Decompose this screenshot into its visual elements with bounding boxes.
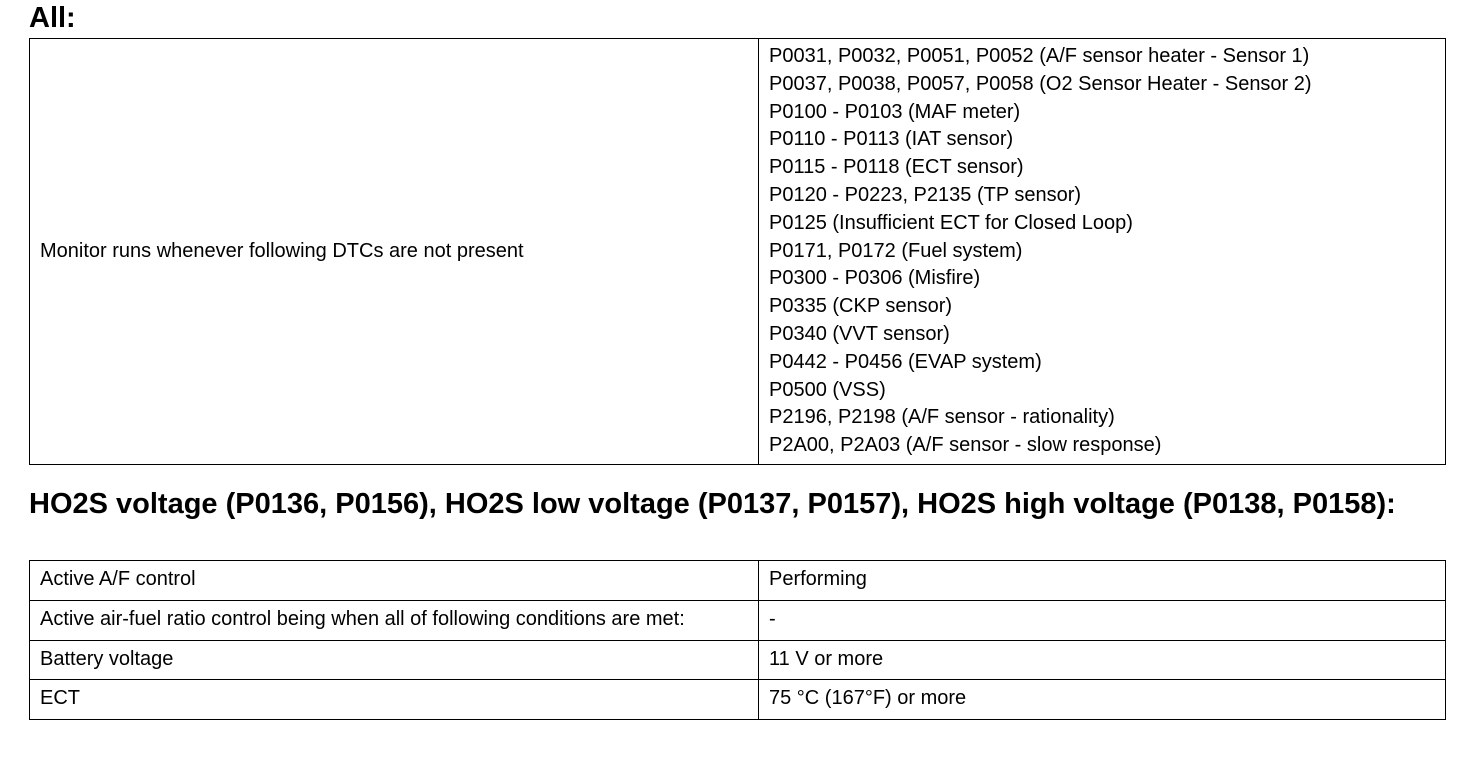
condition-cell: Battery voltage: [30, 640, 759, 680]
ho2s-conditions-table: [29, 560, 1446, 720]
dtc-list-item: P0031, P0032, P0051, P0052 (A/F sensor heater - Sensor 1): [769, 45, 1310, 67]
value-cell: -: [759, 600, 1446, 640]
value-cell: 75 °C (167°F) or more: [759, 680, 1446, 720]
dtc-list-item: P0340 (VVT sensor): [769, 322, 950, 345]
table-row: [30, 561, 1446, 601]
section-title-ho2s: HO2S voltage (P0136, P0156), HO2S low voltage (P0137, P0157), HO2S high voltage (P0138, P0158):: [29, 488, 1396, 520]
value-cell: 11 V or more: [759, 640, 1446, 680]
value-cell: Performing: [759, 561, 1446, 601]
dtc-list-item: P0037, P0038, P0057, P0058 (O2 Sensor Heater - Sensor 2): [769, 72, 1312, 95]
dtc-list-item: P0442 - P0456 (EVAP system): [769, 350, 1042, 373]
condition-cell: ECT: [30, 680, 759, 720]
table-row: [30, 640, 1446, 680]
condition-cell: Monitor runs whenever following DTCs are not present: [30, 39, 759, 465]
dtc-list-item: P0110 - P0113 (IAT sensor): [769, 128, 1014, 151]
dtc-list-item: P2A00, P2A03 (A/F sensor - slow response): [769, 434, 1162, 457]
dtc-list-cell: [759, 39, 1446, 465]
dtc-list-item: P0115 - P0118 (ECT sensor): [769, 156, 1024, 179]
table-row: [30, 680, 1446, 720]
dtc-list-item: P0120 - P0223, P2135 (TP sensor): [769, 183, 1082, 206]
section-title-all: All:: [29, 2, 76, 34]
dtc-list-item: P0300 - P0306 (Misfire): [769, 267, 981, 290]
dtc-conditions-table: [29, 38, 1446, 465]
dtc-list-item: P0171, P0172 (Fuel system): [769, 239, 1023, 262]
table-row: [30, 39, 1446, 465]
dtc-list-item: P0335 (CKP sensor): [769, 295, 953, 318]
dtc-list-item: P0500 (VSS): [769, 378, 886, 401]
condition-cell: Active air-fuel ratio control being when all of following conditions are met:: [30, 600, 759, 640]
dtc-list-item: P0100 - P0103 (MAF meter): [769, 100, 1021, 123]
table-row: [30, 600, 1446, 640]
dtc-list-item: P2196, P2198 (A/F sensor - rationality): [769, 406, 1115, 429]
dtc-list-item: P0125 (Insufficient ECT for Closed Loop): [769, 211, 1133, 234]
condition-cell: Active A/F control: [30, 561, 759, 601]
